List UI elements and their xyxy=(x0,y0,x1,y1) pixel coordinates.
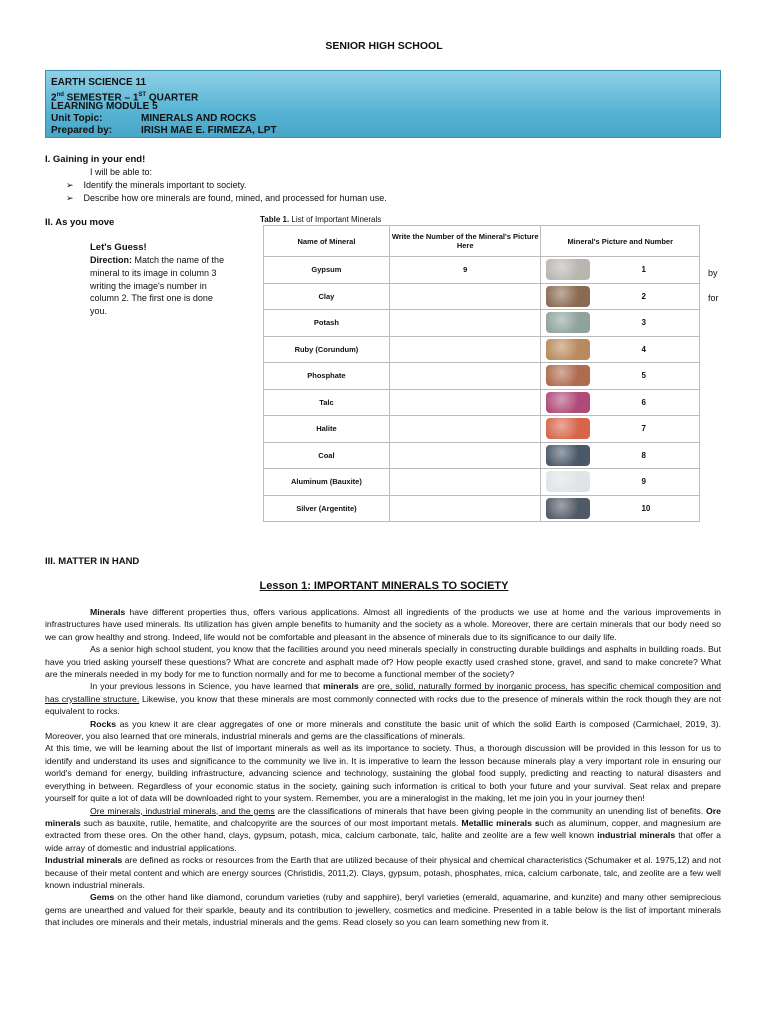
prepared-value: IRISH MAE E. FIRMEZA, LPT xyxy=(141,125,277,136)
mineral-image xyxy=(546,445,590,466)
mineral-name-cell: Halite xyxy=(264,416,390,443)
table-row xyxy=(264,310,700,337)
minerals-table xyxy=(263,225,700,522)
mineral-picture-cell xyxy=(541,363,700,390)
mineral-image xyxy=(546,392,590,413)
bullet-icon: ➢ xyxy=(66,180,74,190)
mineral-image xyxy=(546,339,590,360)
mineral-image xyxy=(546,312,590,333)
table-header: Name of Mineral xyxy=(264,226,390,257)
answer-cell[interactable]: 9 xyxy=(389,257,541,284)
section2-heading: II. As you move xyxy=(45,217,115,228)
picture-number: 3 xyxy=(641,318,646,327)
direction-text: writing the image's number in xyxy=(90,281,207,291)
lesson-title: Lesson 1: IMPORTANT MINERALS TO SOCIETY xyxy=(259,580,509,592)
answer-cell[interactable] xyxy=(389,416,541,443)
mineral-picture-cell xyxy=(541,310,700,337)
table-row xyxy=(264,416,700,443)
paragraph: Rocks as you knew it are clear aggregates of one or more minerals and constitute the basic unit of which the solid Earth is composed (Carmichael, 2019, 3). Moreover, you also learned that ore minerals, industrial minerals and gems are the classifications of minerals. xyxy=(45,718,721,742)
mineral-picture-cell xyxy=(541,389,700,416)
mineral-picture-cell xyxy=(541,442,700,469)
objective-item: ➢ Describe how ore minerals are found, mined, and processed for human use. xyxy=(66,193,387,203)
mineral-image xyxy=(546,286,590,307)
answer-cell[interactable] xyxy=(389,469,541,496)
table-header: Write the Number of the Mineral's Picture Here xyxy=(389,226,541,257)
mineral-image xyxy=(546,365,590,386)
picture-number: 10 xyxy=(641,503,651,513)
mineral-name-cell: Silver (Argentite) xyxy=(264,495,390,522)
unit-value: MINERALS AND ROCKS xyxy=(141,113,257,124)
picture-number: 1 xyxy=(641,265,646,274)
mineral-name-cell: Talc xyxy=(264,389,390,416)
direction-text: for xyxy=(708,293,719,303)
picture-number: 2 xyxy=(641,291,646,301)
subject-line: EARTH SCIENCE 11 xyxy=(51,77,147,88)
mineral-picture-cell xyxy=(541,336,700,363)
answer-cell[interactable] xyxy=(389,310,541,337)
lesson-body xyxy=(45,606,721,929)
direction-text: by xyxy=(708,268,718,278)
direction-text: mineral to its image in column 3 xyxy=(90,268,217,278)
answer-cell[interactable] xyxy=(389,283,541,310)
mineral-image xyxy=(546,471,590,492)
paragraph: Minerals have different properties thus, offers various applications. Almost all ingredients of the products we use at home and the various improvements in infrastructures have used minerals. Its utilization has given ample benefits to humanity and the society as a whole. Moreover, there are certain minerals that our body need so we can grow healthy and strong. Indeed, life would not be comfortable and pleasant in the absence of minerals due to its significance to our daily life. xyxy=(45,607,721,642)
paragraph: At this time, we will be learning about the list of important minerals as well as its importance to society. Thus, a thorough discussion will be provided in this lesson for us to identify and understand its uses and significance to the community we live in. It is imperative to learn the lesson because minerals play a very important role in ensuring our world's demand for energy, building infrastructure, advancing science and technology, sustaining the global food supply, predicting and reacting to natural disasters and everything in between. Regardless of your economic status in the society, gaining such information is critical to both your future and your survival. Seat relax and prepare yourself for quite a lot of data will be downloaded right to your system. Remember, you are a mineralogist in the making, let me join you in your journey then! xyxy=(45,743,721,804)
mineral-picture-cell xyxy=(541,283,700,310)
table-row xyxy=(264,389,700,416)
semester-line: 2nd SEMESTER – 1ST QUARTER xyxy=(51,92,199,104)
mineral-name-cell: Gypsum xyxy=(264,257,390,284)
direction-text: Direction: Match the name of the xyxy=(90,255,225,265)
unit-label: Unit Topic: xyxy=(51,113,103,124)
answer-cell[interactable] xyxy=(389,389,541,416)
mineral-picture-cell xyxy=(541,495,700,522)
mineral-name-cell: Phosphate xyxy=(264,363,390,390)
table-row xyxy=(264,336,700,363)
picture-number: 8 xyxy=(641,450,646,460)
mineral-name-cell: Potash xyxy=(264,310,390,337)
section3-heading: III. MATTER IN HAND xyxy=(45,556,140,567)
answer-cell[interactable] xyxy=(389,336,541,363)
mineral-image xyxy=(546,259,590,280)
paragraph: Ore minerals, industrial minerals, and the gems are the classifications of minerals that have been giving people in the community an unending list of benefits. Ore minerals such as bauxite, rutile, hematite, and chalcopyrite are the sources of our most important metals. Metallic minerals such as aluminum, copper, and magnesium are extracted from these ores. On the other hand, clays, gypsum, potash, mica, calcium carbonate, talc, halite and zeolite are a few well known industrial minerals that offer a wide array of domestic and industrial applications. xyxy=(45,805,722,853)
paragraph: Gems on the other hand like diamond, corundum varieties (ruby and sapphire), beryl varieties (emerald, aquamarine, and kunzite) and many other semiprecious gems are unearthed and valued for their sparkle, beauty and its contribution to jewellery, cosmetics and medicine. Presented in a table below is the list of important minerals that includes ore minerals and their metals, industrial minerals and the gems. Read closely so you can learn something new from it. xyxy=(45,892,721,928)
section1-heading: I. Gaining in your end! xyxy=(45,154,146,165)
direction-text: column 2. The first one is done xyxy=(90,293,213,303)
mineral-picture-cell xyxy=(541,257,700,284)
table-row xyxy=(264,469,700,496)
answer-cell[interactable] xyxy=(389,442,541,469)
picture-number: 9 xyxy=(641,477,646,486)
picture-number: 4 xyxy=(641,344,646,354)
table-caption: Table 1. List of Important Minerals xyxy=(260,215,382,224)
module-banner xyxy=(45,70,721,138)
mineral-image xyxy=(546,418,590,439)
school-title: SENIOR HIGH SCHOOL xyxy=(325,40,443,52)
paragraph: Industrial minerals are defined as rocks or resources from the Earth that are utilized because of their physical and chemical characteristics (Schumaker et al. 1975,12) and not because of their metal content and which are energy sources (Christidis, 2011,2). Clays, gypsum, potash, phosphates, mica, calcium carbonate, talc, and zeolite are a few well known industrial minerals. xyxy=(45,855,721,890)
paragraph: As a senior high school student, you know that the facilities around you need minerals specially in constructing durable buildings and asphalts in building roads. But have you tried asking yourself these questions? What are concrete and asphalt made of? How people exactly used crashed stone, gravel, and sand to make concrete? What are the minerals needed in my body for me to function normally and for me to become a functional member of the society? xyxy=(45,644,721,680)
table-row xyxy=(264,442,700,469)
table-row xyxy=(264,257,700,284)
answer-cell[interactable] xyxy=(389,495,541,522)
objectives-intro: I will be able to: xyxy=(90,167,153,177)
picture-number: 6 xyxy=(641,397,646,407)
answer-cell[interactable] xyxy=(389,363,541,390)
prepared-label: Prepared by: xyxy=(51,125,113,136)
objective-item: ➢ Identify the minerals important to society. xyxy=(66,180,247,190)
table-row xyxy=(264,283,700,310)
lets-guess-heading: Let's Guess! xyxy=(90,242,147,253)
bullet-icon: ➢ xyxy=(66,193,74,203)
mineral-name-cell: Aluminum (Bauxite) xyxy=(264,469,390,496)
direction-text: you. xyxy=(90,306,108,316)
paragraph: In your previous lessons in Science, you have learned that minerals are ore, solid, naturally formed by inorganic process, has specific chemical composition and has crystalline structure. Likewise, you know that these minerals are most commonly connected with rocks due to the presence of minerals within the rock though they are not equivalent to rocks. xyxy=(45,681,721,717)
table-row xyxy=(264,363,700,390)
mineral-picture-cell xyxy=(541,469,700,496)
module-line: LEARNING MODULE 5 xyxy=(51,101,158,112)
mineral-name-cell: Ruby (Corundum) xyxy=(264,336,390,363)
mineral-image xyxy=(546,498,590,519)
picture-number: 7 xyxy=(641,424,646,433)
mineral-picture-cell xyxy=(541,416,700,443)
table-row xyxy=(264,495,700,522)
mineral-name-cell: Clay xyxy=(264,283,390,310)
table-header: Mineral's Picture and Number xyxy=(541,226,700,257)
picture-number: 5 xyxy=(641,371,646,380)
mineral-name-cell: Coal xyxy=(264,442,390,469)
